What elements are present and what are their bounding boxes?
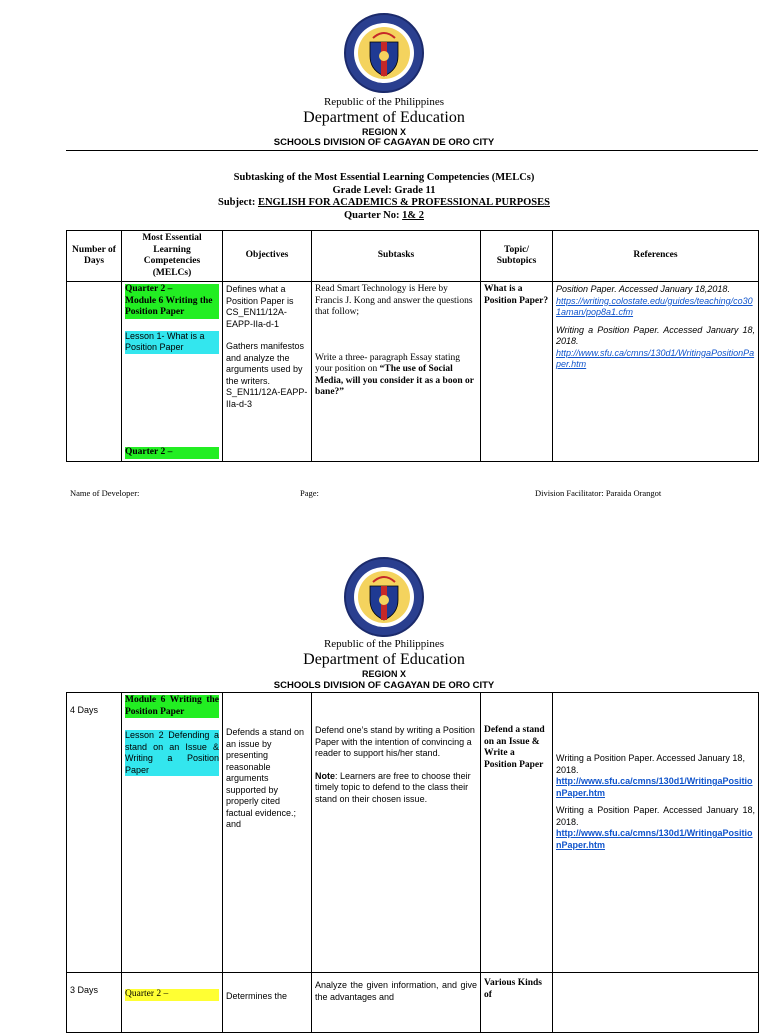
subject-value: ENGLISH FOR ACADEMICS & PROFESSIONAL PURPOSES [257, 197, 550, 208]
objective-item: Defines what a Position Paper is CS_EN11/12A-EAPP-IIa-d-1 [226, 284, 294, 329]
note-text: : Learners are free to choose their timely topic to defend to the class their stand on their chosen issue. [315, 770, 471, 804]
region-text: REGION X [361, 127, 406, 137]
reference-text: Writing a Position Paper. Accessed January 18, 2018. [556, 753, 745, 775]
references-cell [553, 282, 759, 462]
col-header: References [553, 231, 759, 282]
reference-text: Writing a Position Paper. Accessed January 18, 2018. [556, 805, 755, 827]
region-text: REGION X [361, 669, 406, 679]
quarter-label: Quarter No: [344, 209, 400, 221]
reference-link[interactable]: http://www.sfu.ca/cmns/130d1/WritingaPositionPaper.htm [556, 347, 755, 369]
developer-label: Name of Developer: [70, 488, 140, 498]
table-row [67, 693, 759, 973]
reference-text: Writing a Position Paper. Accessed January 18, 2018. [556, 324, 755, 346]
melc-lesson: Lesson 1- What is a Position Paper [125, 331, 219, 354]
facilitator-label: Division Facilitator: Paraida Orangot [535, 488, 662, 498]
melc-module: Module 6 Writing the Position Paper [125, 296, 219, 319]
subject-line [0, 197, 768, 210]
subtask-item: Defend one’s stand by writing a Position Paper with the intention of convincing a reader to support his/her stand. [315, 725, 475, 758]
department-title: Department of Education [303, 651, 465, 668]
page-label: Page: [300, 488, 319, 498]
reference-link[interactable]: https://writing.colostate.edu/guides/teaching/co301aman/pop8a1.cfm [556, 295, 753, 317]
col-header: Topic/ Subtopics [481, 231, 553, 282]
deped-seal-icon [343, 12, 425, 94]
republic-text: Republic of the Philippines [323, 638, 445, 650]
objectives-cell: Determines the [223, 973, 312, 1033]
department-title: Department of Education [303, 109, 465, 126]
references-cell [553, 693, 759, 973]
col-header: Number of Days [67, 231, 122, 282]
grade-label: Grade Level: [332, 184, 392, 196]
quarter-value: 1& 2 [402, 209, 424, 221]
subtask-item: Read Smart Technology is Here by Francis J. Kong and answer the questions that follow; [315, 284, 473, 317]
col-header: Subtasks [312, 231, 481, 282]
deped-seal-icon [343, 556, 425, 638]
melc-module: Module 6 Writing the Position Paper [125, 695, 219, 717]
note-label: Note [315, 770, 335, 781]
title-line: Subtasking of the Most Essential Learning Competencies (MELCs) [233, 172, 535, 183]
melc-cell [122, 693, 223, 973]
objectives-cell [223, 282, 312, 462]
melc-lesson: Lesson 2 Defending a stand on an Issue & Writing a Position Paper [125, 730, 219, 775]
title-block [0, 172, 768, 222]
topic-cell: Various Kinds of [481, 973, 553, 1033]
subtasks-cell [312, 693, 481, 973]
subtask-note [315, 771, 477, 806]
melc-quarter: Quarter 2 – [125, 284, 219, 296]
subtasks-cell [312, 282, 481, 462]
days-cell: 3 Days [67, 973, 122, 1033]
table-row [67, 282, 759, 462]
quarter-line [0, 210, 768, 223]
subject-label: Subject: [218, 197, 256, 208]
subtask-text: Write a three- paragraph Essay stating your position on [315, 352, 460, 374]
subtask-bold: “The use of Social Media, will you consider it as a boon or bane?” [315, 364, 474, 397]
melc-quarter: Quarter 2 – [125, 989, 219, 1001]
melc-table-continued [66, 692, 759, 1033]
topic-cell: What is a Position Paper? [481, 282, 553, 462]
objective-item: Gathers manifestos and analyze the arguments used by the writers. S_EN11/12A-EAPP-IIa-d-3 [226, 341, 308, 409]
reference-link[interactable]: http://www.sfu.ca/cmns/130d1/WritingaPositionPaper.htm [556, 776, 753, 798]
subtasks-cell: Analyze the given information, and give the advantages and [312, 973, 481, 1033]
melc-table [66, 230, 759, 462]
republic-text: Republic of the Philippines [323, 96, 445, 108]
reference-text: Position Paper. Accessed January 18,2018. [556, 284, 730, 294]
division-text: SCHOOLS DIVISION OF CAGAYAN DE ORO CITY [273, 137, 495, 148]
melc-quarter-next: Quarter 2 – [125, 447, 219, 459]
objectives-cell: Defends a stand on an issue by presenting reasonable arguments supported by properly cited factual evidence.; and [223, 693, 312, 973]
grade-line [0, 185, 768, 198]
col-header: Most Essential Learning Competencies (MELCs) [122, 231, 223, 282]
grade-value: Grade 11 [394, 184, 436, 196]
table-header-row [67, 231, 759, 282]
subtask-item [315, 353, 477, 399]
col-header: Objectives [223, 231, 312, 282]
division-text: SCHOOLS DIVISION OF CAGAYAN DE ORO CITY [273, 680, 495, 691]
days-cell [67, 282, 122, 462]
header-divider [66, 150, 758, 151]
days-cell: 4 Days [67, 693, 122, 973]
melc-cell [122, 282, 223, 462]
reference-link[interactable]: http://www.sfu.ca/cmns/130d1/WritingaPositionPaper.htm [556, 828, 753, 850]
topic-cell: Defend a stand on an Issue & Write a Position Paper [481, 693, 553, 973]
